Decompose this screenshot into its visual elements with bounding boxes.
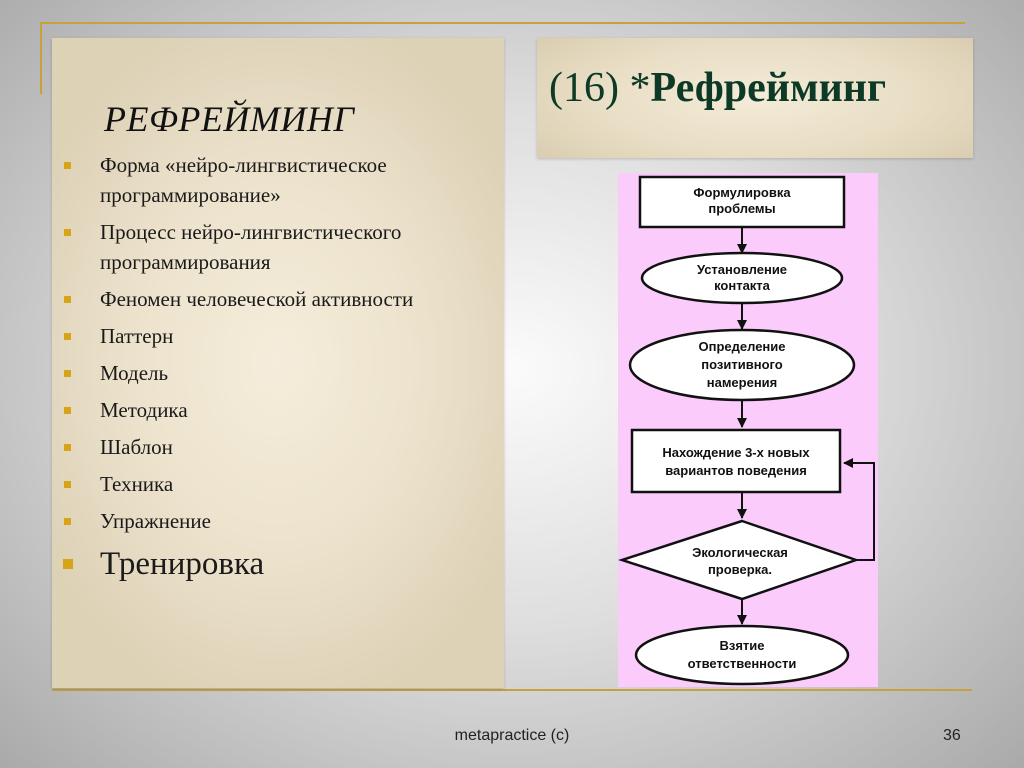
node-contact-line1: Установление: [696, 262, 788, 277]
node-positive-intention-line1: Определение: [698, 339, 786, 354]
title-prefix: (16) *: [549, 65, 651, 111]
footer-text: metapractice (c): [454, 727, 570, 744]
slide-title: [549, 64, 886, 112]
section-heading: РЕФРЕЙМИНГ: [104, 99, 355, 139]
node-contact-line2: контакта: [714, 278, 770, 293]
node-responsibility-line1: Взятие: [719, 638, 765, 653]
node-problem-formulation-line2: проблемы: [708, 201, 776, 216]
bullet-icon: [64, 333, 71, 340]
list-item: Упражнение: [60, 506, 500, 536]
bullet-icon: [64, 407, 71, 414]
list-item: Техника: [60, 469, 500, 499]
node-responsibility: [636, 626, 848, 684]
list-item: Методика: [60, 395, 500, 425]
bullet-icon: [64, 229, 71, 236]
node-positive-intention-line3: намерения: [706, 375, 778, 390]
title-main: Рефрейминг: [650, 65, 887, 111]
list-item: Феномен человеческой активности: [60, 284, 500, 314]
list-item: Паттерн: [60, 321, 500, 351]
node-positive-intention-line2: позитивного: [701, 357, 783, 372]
bullet-icon: [64, 296, 71, 303]
node-responsibility-line2: ответственности: [687, 656, 797, 671]
list-item: Процесс нейро-лингвистического программирования: [60, 217, 500, 277]
node-new-variants-line1: Нахождение 3-х новых: [662, 445, 810, 460]
list-item: Форма «нейро-лингвистическое программирование»: [60, 150, 500, 210]
bullet-icon: [64, 162, 71, 169]
reframing-flowchart: [618, 173, 878, 687]
frame-top-line: [40, 22, 965, 24]
node-new-variants: [632, 430, 840, 492]
node-new-variants-line2: вариантов поведения: [665, 463, 807, 478]
bullet-icon: [64, 518, 71, 525]
bullet-icon: [63, 559, 73, 569]
node-ecology-check-line2: проверка.: [707, 562, 773, 577]
list-item: Шаблон: [60, 432, 500, 462]
bullet-icon: [64, 481, 71, 488]
list-item: Модель: [60, 358, 500, 388]
node-ecology-check-line1: Экологическая: [692, 545, 788, 560]
bullet-icon: [64, 444, 71, 451]
list-item-large: Тренировка: [60, 544, 500, 584]
bullet-list: [60, 150, 500, 591]
node-problem-formulation-line1: Формулировка: [693, 185, 791, 200]
page-number: 36: [943, 727, 961, 744]
frame-bottom-line: [52, 689, 972, 691]
bullet-icon: [64, 370, 71, 377]
frame-left-line: [40, 22, 42, 94]
